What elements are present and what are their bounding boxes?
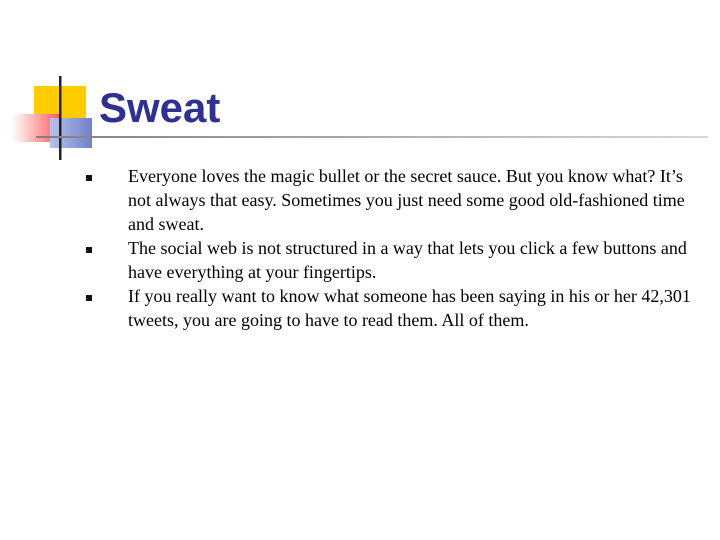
bullet-item-2 xyxy=(128,236,708,284)
vertical-rule-line xyxy=(59,76,62,160)
square-bullet-icon xyxy=(86,247,92,253)
bullet-list xyxy=(128,164,708,332)
horizontal-rule-line xyxy=(36,136,708,138)
bullet-text-2: The social web is not structured in a way that lets you click a few buttons and have everything at your fingertips. xyxy=(128,238,687,282)
bullet-item-1 xyxy=(128,164,708,236)
square-bullet-icon xyxy=(86,175,92,181)
blue-square-shape xyxy=(50,118,92,148)
slide-title: Sweat xyxy=(99,84,221,131)
bullet-text-1: Everyone loves the magic bullet or the secret sauce. But you know what? It’s not always that easy. Sometimes you just need some good old-fashioned time and sweat. xyxy=(128,166,685,234)
bullet-item-3 xyxy=(128,284,708,332)
bullet-text-3: If you really want to know what someone has been saying in his or her 42,301 tweets, you are going to have to read them. All of them. xyxy=(128,286,691,330)
square-bullet-icon xyxy=(86,295,92,301)
